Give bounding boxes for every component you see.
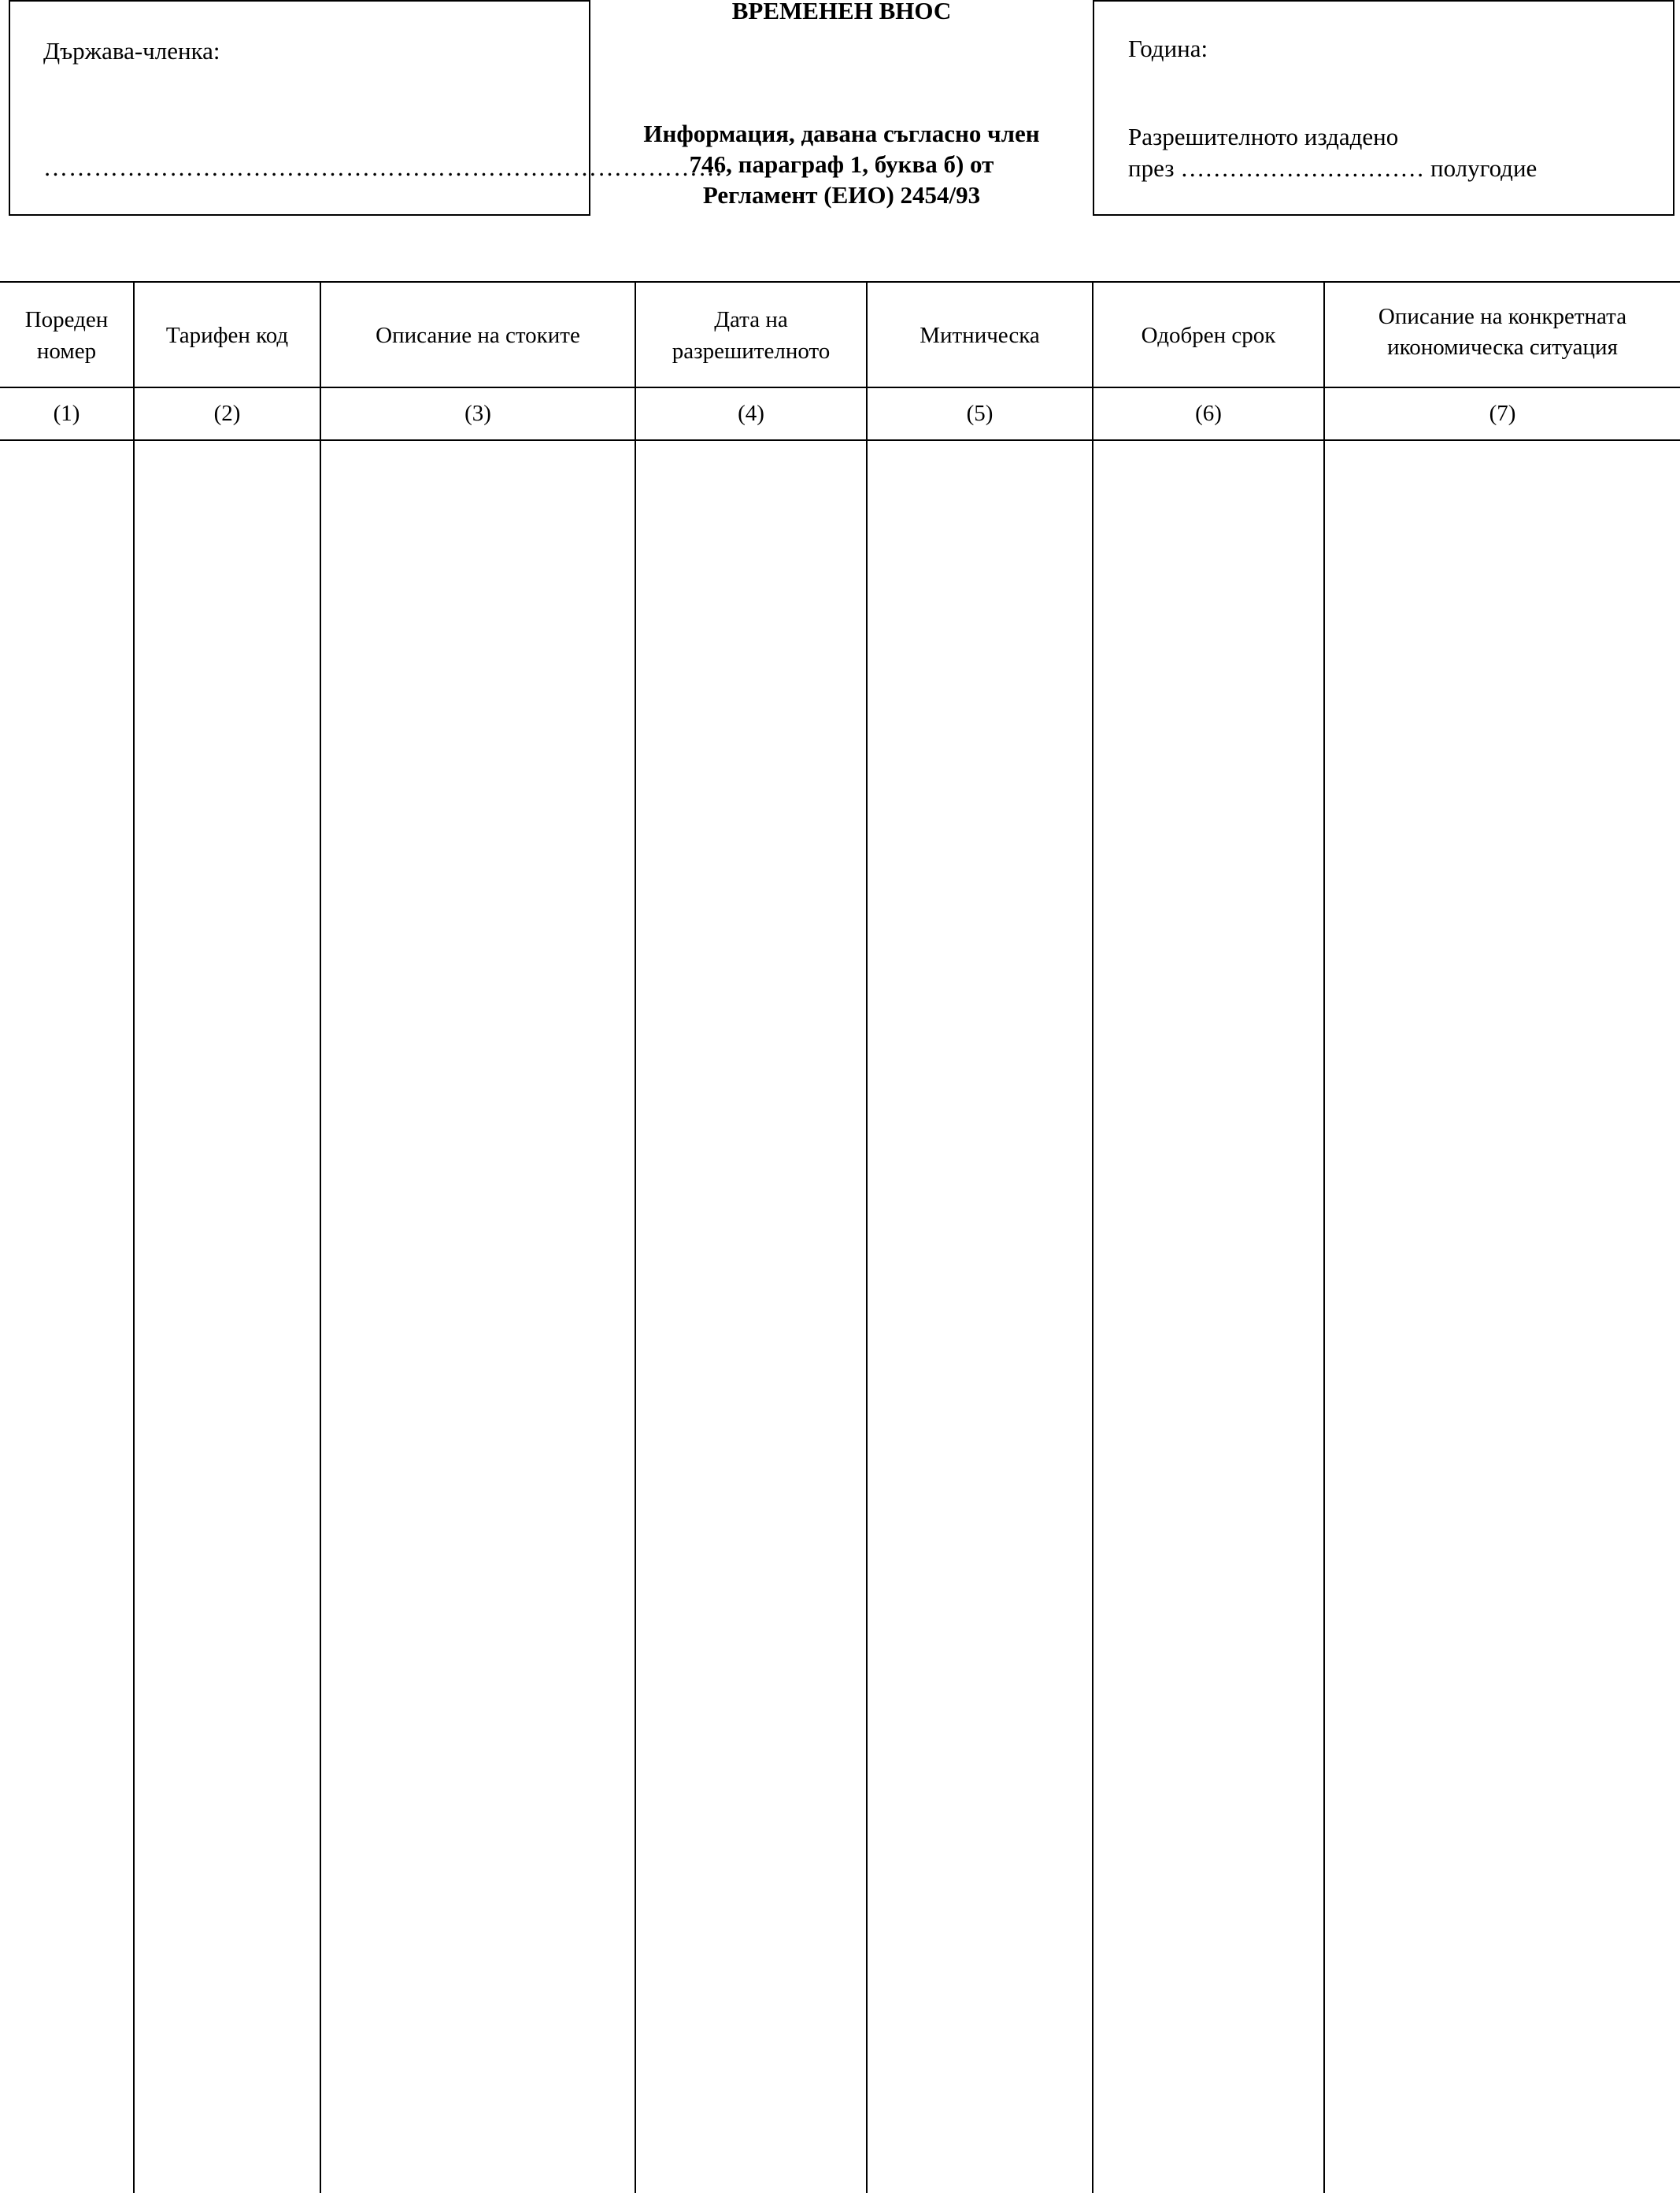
header-line: Дата на (714, 307, 788, 333)
register-table (0, 281, 1680, 2193)
column-header-approved-period (1093, 284, 1323, 387)
column-header-customs (868, 284, 1092, 387)
column-divider (320, 283, 321, 2193)
header-line: Митническа (920, 322, 1040, 348)
header-line: Пореден (24, 307, 109, 333)
column-divider (1092, 283, 1093, 2193)
column-number: (7) (1489, 401, 1516, 427)
year-label: Година: (1128, 35, 1208, 62)
subtitle-line: Регламент (ЕИО) 2454/93 (702, 181, 981, 209)
column-header-serial-number (0, 284, 133, 387)
column-header-permit-date (636, 284, 866, 387)
header-line: Одобрен срок (1141, 322, 1276, 348)
column-divider (635, 283, 636, 2193)
column-header-economic-situation (1325, 284, 1680, 387)
column-number: (4) (738, 401, 764, 427)
column-number: (5) (966, 401, 994, 427)
year-box (1093, 0, 1674, 216)
header-line: разрешителното (672, 338, 831, 364)
header-line: Тарифен код (165, 322, 289, 348)
permit-issued-label: Разрешителното издадено (1128, 123, 1399, 150)
document-subtitle (614, 118, 1069, 210)
column-divider (133, 283, 135, 2193)
member-state-label: Държава-членка: (43, 37, 220, 65)
column-number: (1) (53, 401, 80, 427)
header-line: номер (36, 338, 97, 364)
column-number: (6) (1195, 401, 1222, 427)
header-line: икономическа ситуация (1387, 335, 1618, 361)
header-line: Описание на конкретната (1378, 304, 1627, 329)
subtitle-line: Информация, давана съгласно член (643, 120, 1040, 147)
document-title: ВРЕМЕНЕН ВНОС (731, 0, 952, 24)
column-number: (3) (464, 401, 491, 427)
column-header-goods-description (321, 284, 635, 387)
member-state-box (9, 0, 723, 216)
subtitle-line: 746, параграф 1, буква б) от (689, 150, 994, 179)
header-line: Описание на стоките (376, 322, 580, 348)
column-header-tariff-code (135, 284, 320, 387)
column-number: (2) (213, 401, 241, 427)
member-state-field[interactable]: ……………………………………………………………………… (43, 154, 723, 181)
permit-half-year-field[interactable]: през ………………………… полугодие (1128, 154, 1538, 182)
column-divider (866, 283, 868, 2193)
column-divider (1323, 283, 1325, 2193)
